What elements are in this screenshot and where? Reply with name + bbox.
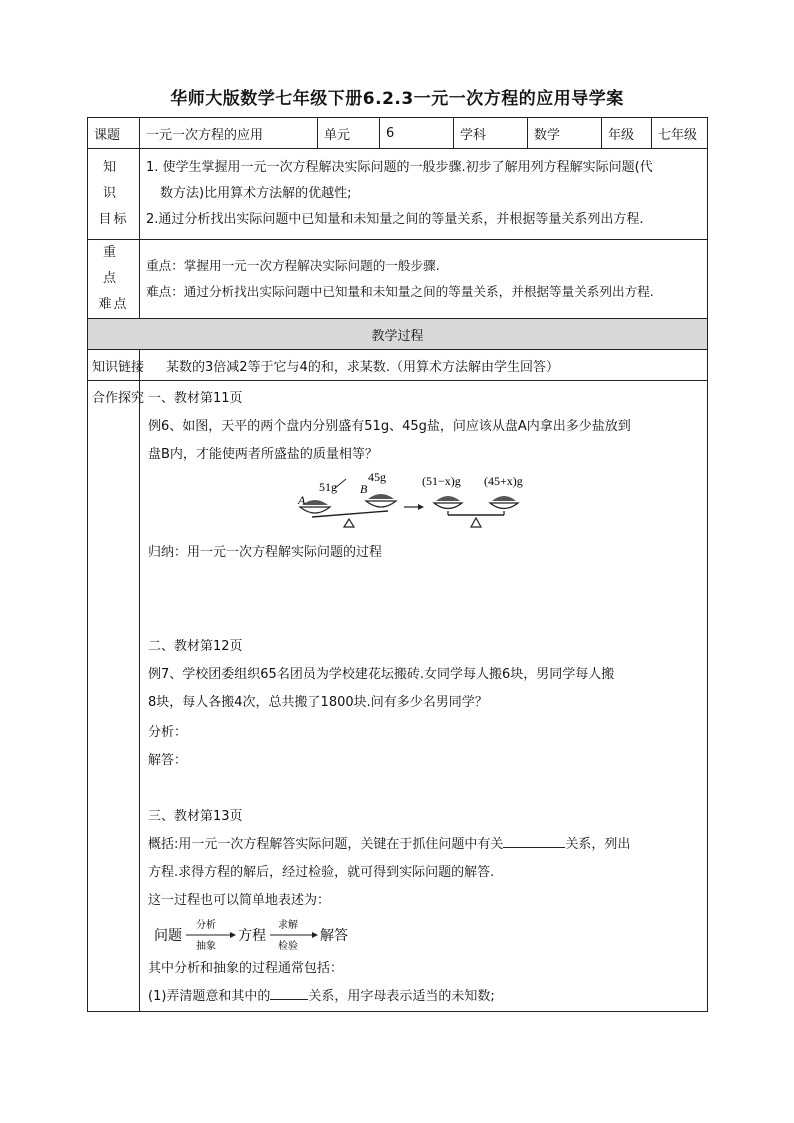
mass-a-label: 51g <box>319 480 337 494</box>
explore-content <box>140 381 708 1012</box>
explore-label: 合作探究 <box>88 381 140 1012</box>
objectives-row <box>88 149 708 240</box>
pan-d <box>490 503 518 509</box>
subject-label: 学科 <box>454 118 528 149</box>
example-6-line-1: 例6、如图，天平的两个盘内分别盛有51g、45g盐，问应该从盘A内拿出多少盐放到 <box>148 419 631 434</box>
fulcrum-left <box>344 519 354 527</box>
pan-a-label: A <box>298 493 306 507</box>
process-flow-diagram <box>152 915 352 955</box>
page-title: 华师大版数学七年级下册6.2.3一元一次方程的应用导学案 <box>170 89 624 109</box>
flow-problem: 问题 <box>154 928 182 944</box>
pan-b <box>366 501 396 507</box>
section-2-title: 二、教材第12页 <box>148 639 243 654</box>
difficult-point: 难点：通过分析找出实际问题中已知量和未知量之间的等量关系，并根据等量关系列出方程. <box>146 284 654 299</box>
process-header-row <box>88 319 708 350</box>
usually-includes: 其中分析和抽象的过程通常包括： <box>148 961 344 976</box>
objectives-content <box>140 149 708 240</box>
relation-blank[interactable] <box>503 833 565 848</box>
arrow-head <box>418 504 424 510</box>
unit-label: 单元 <box>318 118 380 149</box>
step-1: (1)弄清题意和其中的 关系，用字母表示适当的未知数; <box>148 983 699 1011</box>
course-label: 课题 <box>88 118 140 149</box>
balance-beam-left <box>312 511 388 517</box>
knowledge-link-text: 某数的3倍减2等于它与4的和，求某数.（用算术方法解由学生回答） <box>140 350 708 381</box>
pan-b-label: B <box>360 482 368 496</box>
salt-pile-a <box>302 500 328 505</box>
right-after-label: (45+x)g <box>484 474 523 488</box>
key-point: 重点：掌握用一元一次方程解决实际问题的一般步骤. <box>146 258 440 273</box>
example-6-line-2: 盘B内，才能使两者所盛盐的质量相等？ <box>148 447 378 462</box>
explore-row <box>88 381 708 1012</box>
salt-pile-b <box>368 494 394 499</box>
salt-pile-c <box>436 496 460 501</box>
objective-1b: 数方法)比用算术方法解的优越性; <box>160 186 352 201</box>
key-points-row <box>88 240 708 319</box>
mass-b-label: 45g <box>368 471 386 484</box>
conclusion-line-2: 方程.求得方程的解后，经过检验，就可得到实际问题的解答. <box>148 865 495 880</box>
process-intro: 这一过程也可以简单地表述为： <box>148 893 331 908</box>
flow-check: 检验 <box>278 941 298 952</box>
section-1-title: 一、教材第11页 <box>148 391 243 406</box>
key-points-label: 重 点 难点 <box>88 240 140 319</box>
fulcrum-right <box>471 518 481 527</box>
flow-equation: 方程 <box>238 928 266 944</box>
conclusion-line-1: 概括:用一元一次方程解答实际问题，关键在于抓住问题中有关 关系，列出 <box>148 831 699 859</box>
example-7-line-2: 8块，每人各搬4次，总共搬了1800块.问有多少名男同学？ <box>148 695 488 710</box>
objective-2: 2.通过分析找出实际问题中已知量和未知量之间的等量关系，并根据等量关系列出方程. <box>146 212 644 227</box>
flow-solution: 解答 <box>320 928 348 944</box>
answer-label: 解答： <box>148 753 188 768</box>
flow-abstract: 抽象 <box>196 941 216 952</box>
key-points-content <box>140 240 708 319</box>
process-flow <box>148 915 699 955</box>
grade-label: 年级 <box>602 118 652 149</box>
subject-value: 数学 <box>528 118 602 149</box>
grade-value: 七年级 <box>652 118 708 149</box>
process-header: 教学过程 <box>88 319 708 350</box>
objective-1a: 1. 使学生掌握用一元一次方程解决实际问题的一般步骤.初步了解用列方程解实际问题(代 <box>146 160 653 175</box>
meta-row <box>88 118 708 149</box>
left-after-label: (51−x)g <box>422 474 461 488</box>
analysis-label: 分析： <box>148 725 188 740</box>
pan-a <box>300 507 330 513</box>
lesson-table <box>87 117 708 1012</box>
flow-arrow-1-head <box>230 932 236 938</box>
section-3-title: 三、教材第13页 <box>148 809 243 824</box>
quantity-blank[interactable] <box>270 985 308 1000</box>
salt-pile-d <box>492 496 516 501</box>
balance-figure <box>148 471 699 533</box>
objectives-label: 知 识 目标 <box>88 149 140 240</box>
knowledge-link-label: 知识链接 <box>88 350 140 381</box>
flow-solve: 求解 <box>278 920 298 931</box>
example-7-line-1: 例7、学校团委组织65名团员为学校建花坛搬砖.女同学每人搬6块，男同学每人搬 <box>148 667 615 682</box>
course-value: 一元一次方程的应用 <box>140 118 318 149</box>
knowledge-link-row <box>88 350 708 381</box>
summary-text: 归纳：用一元一次方程解实际问题的过程 <box>148 545 383 560</box>
unit-value: 6 <box>380 118 454 149</box>
balance-diagram <box>228 471 668 533</box>
flow-analyze: 分析 <box>196 920 216 931</box>
flow-arrow-2-head <box>312 932 318 938</box>
pan-c <box>434 503 462 509</box>
